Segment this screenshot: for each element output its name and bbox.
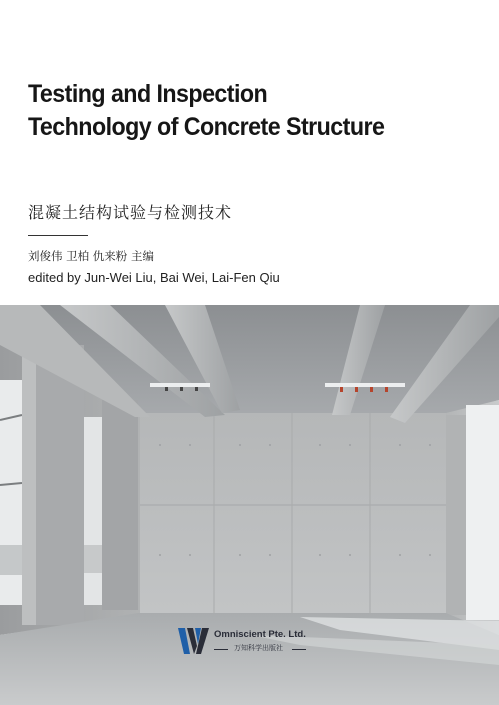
publisher-logo	[178, 626, 328, 660]
english-title-line-1: Testing and Inspection	[28, 80, 268, 108]
publisher-line-left	[214, 649, 228, 650]
publisher-name-chinese: 万知科学出版社	[234, 644, 283, 652]
chinese-title: 混凝土结构试验与检测技术	[28, 203, 233, 222]
publisher-line-right	[292, 649, 306, 650]
english-title	[28, 78, 437, 144]
publisher-name-chinese-row	[214, 643, 310, 655]
editors-chinese: 刘俊伟 卫柏 仇来粉 主编	[28, 249, 154, 263]
publisher-name: Omniscient Pte. Ltd.	[214, 629, 306, 640]
english-title-line-2: Technology of Concrete Structure	[28, 113, 385, 141]
editors-english: edited by Jun-Wei Liu, Bai Wei, Lai-Fen Qiu	[28, 270, 280, 285]
publisher-w-logo-icon	[178, 626, 210, 656]
divider-rule	[28, 235, 88, 236]
